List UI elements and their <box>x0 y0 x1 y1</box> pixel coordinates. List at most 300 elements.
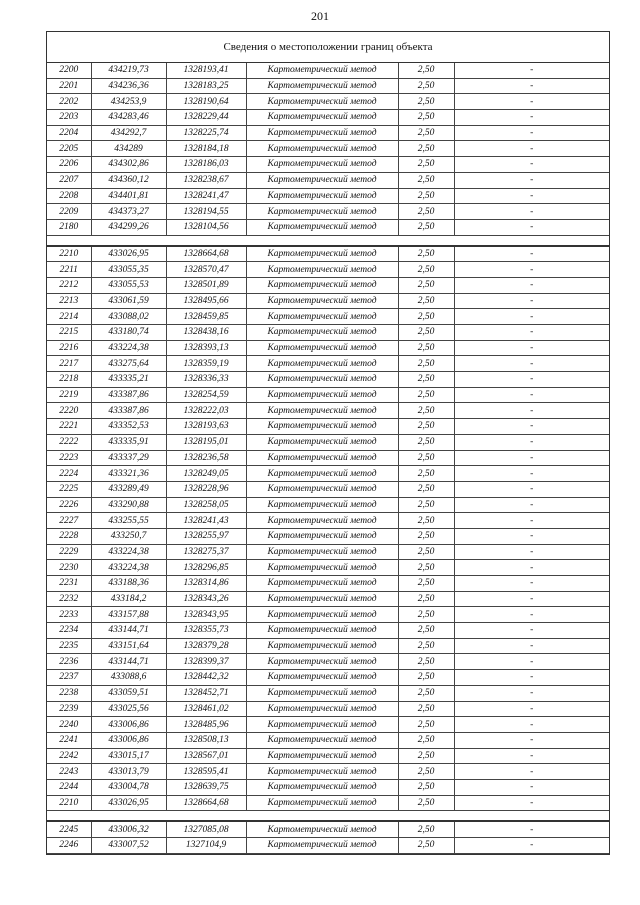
cell-point-number: 2200 <box>47 63 91 78</box>
cell-coord-x: 434283,46 <box>91 110 166 126</box>
table-row <box>47 717 609 733</box>
table-row <box>47 356 609 372</box>
table-row <box>47 219 609 235</box>
cell-description: - <box>454 125 609 141</box>
cell-point-number: 2210 <box>47 246 91 262</box>
cell-point-number: 2211 <box>47 262 91 278</box>
cell-coord-y: 1328193,63 <box>166 419 246 435</box>
cell-coord-x: 433387,86 <box>91 387 166 403</box>
cell-accuracy: 2,50 <box>398 262 454 278</box>
cell-method: Картометрический метод <box>246 607 398 623</box>
cell-coord-y: 1328314,86 <box>166 576 246 592</box>
table-row <box>47 466 609 482</box>
table-row <box>47 623 609 639</box>
cell-point-number: 2231 <box>47 576 91 592</box>
cell-description: - <box>454 607 609 623</box>
cell-point-number: 2239 <box>47 701 91 717</box>
cell-description: - <box>454 141 609 157</box>
cell-coord-x: 434236,36 <box>91 78 166 94</box>
cell-method: Картометрический метод <box>246 779 398 795</box>
cell-point-number: 2238 <box>47 685 91 701</box>
table-row <box>47 748 609 764</box>
cell-coord-y: 1328275,37 <box>166 544 246 560</box>
cell-point-number: 2245 <box>47 821 91 837</box>
cell-accuracy: 2,50 <box>398 419 454 435</box>
cell-point-number: 2223 <box>47 450 91 466</box>
cell-method: Картометрический метод <box>246 701 398 717</box>
cell-accuracy: 2,50 <box>398 764 454 780</box>
table-row <box>47 262 609 278</box>
cell-accuracy: 2,50 <box>398 219 454 235</box>
table-row <box>47 513 609 529</box>
table-row <box>47 779 609 795</box>
cell-method: Картометрический метод <box>246 466 398 482</box>
group-separator <box>47 235 609 246</box>
cell-accuracy: 2,50 <box>398 188 454 204</box>
cell-coord-x: 433026,95 <box>91 246 166 262</box>
cell-description: - <box>454 513 609 529</box>
cell-point-number: 2224 <box>47 466 91 482</box>
cell-point-number: 2240 <box>47 717 91 733</box>
cell-method: Картометрический метод <box>246 838 398 854</box>
table-row <box>47 560 609 576</box>
table-row <box>47 576 609 592</box>
cell-description: - <box>454 403 609 419</box>
cell-accuracy: 2,50 <box>398 607 454 623</box>
coordinates-table <box>47 63 609 854</box>
cell-description: - <box>454 110 609 126</box>
cell-accuracy: 2,50 <box>398 717 454 733</box>
cell-method: Картометрический метод <box>246 219 398 235</box>
table-row <box>47 670 609 686</box>
cell-coord-y: 1328184,18 <box>166 141 246 157</box>
cell-coord-x: 434292,7 <box>91 125 166 141</box>
cell-method: Картометрический метод <box>246 403 398 419</box>
cell-method: Картометрический метод <box>246 497 398 513</box>
cell-accuracy: 2,50 <box>398 157 454 173</box>
cell-point-number: 2209 <box>47 204 91 220</box>
cell-point-number: 2227 <box>47 513 91 529</box>
table-row <box>47 821 609 837</box>
cell-point-number: 2236 <box>47 654 91 670</box>
cell-accuracy: 2,50 <box>398 544 454 560</box>
cell-method: Картометрический метод <box>246 638 398 654</box>
cell-point-number: 2234 <box>47 623 91 639</box>
cell-accuracy: 2,50 <box>398 513 454 529</box>
group-separator-cell <box>47 811 609 822</box>
cell-coord-y: 1328254,59 <box>166 387 246 403</box>
cell-accuracy: 2,50 <box>398 125 454 141</box>
cell-description: - <box>454 670 609 686</box>
cell-point-number: 2218 <box>47 372 91 388</box>
group-separator <box>47 811 609 822</box>
cell-coord-y: 1328194,55 <box>166 204 246 220</box>
table-row <box>47 141 609 157</box>
cell-accuracy: 2,50 <box>398 821 454 837</box>
cell-point-number: 2228 <box>47 528 91 544</box>
cell-description: - <box>454 497 609 513</box>
cell-point-number: 2205 <box>47 141 91 157</box>
cell-point-number: 2204 <box>47 125 91 141</box>
table-row <box>47 188 609 204</box>
cell-coord-y: 1328495,66 <box>166 293 246 309</box>
table-row <box>47 544 609 560</box>
table-row <box>47 450 609 466</box>
cell-coord-x: 433335,91 <box>91 434 166 450</box>
cell-coord-y: 1328567,01 <box>166 748 246 764</box>
table-row <box>47 701 609 717</box>
cell-method: Картометрический метод <box>246 277 398 293</box>
cell-accuracy: 2,50 <box>398 466 454 482</box>
cell-point-number: 2222 <box>47 434 91 450</box>
cell-coord-y: 1328336,33 <box>166 372 246 388</box>
cell-coord-x: 433007,52 <box>91 838 166 854</box>
cell-coord-y: 1328664,68 <box>166 795 246 811</box>
cell-accuracy: 2,50 <box>398 732 454 748</box>
cell-coord-x: 433337,29 <box>91 450 166 466</box>
cell-accuracy: 2,50 <box>398 654 454 670</box>
cell-description: - <box>454 246 609 262</box>
cell-coord-y: 1328501,89 <box>166 277 246 293</box>
cell-method: Картометрический метод <box>246 141 398 157</box>
cell-coord-y: 1327104,9 <box>166 838 246 854</box>
table-row <box>47 309 609 325</box>
cell-coord-y: 1328452,71 <box>166 685 246 701</box>
cell-coord-y: 1328296,85 <box>166 560 246 576</box>
cell-point-number: 2206 <box>47 157 91 173</box>
page-number: 201 <box>311 9 329 23</box>
cell-method: Картометрический метод <box>246 544 398 560</box>
cell-method: Картометрический метод <box>246 450 398 466</box>
cell-method: Картометрический метод <box>246 63 398 78</box>
cell-coord-y: 1328379,28 <box>166 638 246 654</box>
cell-description: - <box>454 821 609 837</box>
cell-accuracy: 2,50 <box>398 701 454 717</box>
cell-coord-x: 434299,26 <box>91 219 166 235</box>
cell-coord-x: 433275,64 <box>91 356 166 372</box>
cell-point-number: 2214 <box>47 309 91 325</box>
cell-method: Картометрический метод <box>246 795 398 811</box>
cell-coord-x: 434360,12 <box>91 172 166 188</box>
cell-method: Картометрический метод <box>246 110 398 126</box>
cell-accuracy: 2,50 <box>398 110 454 126</box>
table-row <box>47 372 609 388</box>
cell-point-number: 2226 <box>47 497 91 513</box>
cell-coord-x: 433290,88 <box>91 497 166 513</box>
cell-method: Картометрический метод <box>246 560 398 576</box>
table-row <box>47 403 609 419</box>
cell-accuracy: 2,50 <box>398 325 454 341</box>
table-row <box>47 497 609 513</box>
cell-coord-x: 433224,38 <box>91 560 166 576</box>
cell-accuracy: 2,50 <box>398 434 454 450</box>
cell-method: Картометрический метод <box>246 685 398 701</box>
cell-coord-y: 1328241,47 <box>166 188 246 204</box>
cell-description: - <box>454 277 609 293</box>
table-row <box>47 654 609 670</box>
cell-accuracy: 2,50 <box>398 638 454 654</box>
cell-accuracy: 2,50 <box>398 481 454 497</box>
table-row <box>47 110 609 126</box>
cell-accuracy: 2,50 <box>398 528 454 544</box>
cell-accuracy: 2,50 <box>398 293 454 309</box>
cell-coord-x: 433006,86 <box>91 732 166 748</box>
cell-description: - <box>454 293 609 309</box>
table-row <box>47 204 609 220</box>
cell-coord-y: 1328222,03 <box>166 403 246 419</box>
cell-coord-y: 1327085,08 <box>166 821 246 837</box>
cell-coord-y: 1328195,01 <box>166 434 246 450</box>
table-row <box>47 591 609 607</box>
cell-coord-x: 433055,53 <box>91 277 166 293</box>
cell-description: - <box>454 732 609 748</box>
cell-point-number: 2219 <box>47 387 91 403</box>
cell-coord-x: 433255,55 <box>91 513 166 529</box>
cell-coord-x: 433157,88 <box>91 607 166 623</box>
cell-point-number: 2201 <box>47 78 91 94</box>
cell-point-number: 2233 <box>47 607 91 623</box>
cell-method: Картометрический метод <box>246 309 398 325</box>
cell-point-number: 2242 <box>47 748 91 764</box>
cell-description: - <box>454 528 609 544</box>
table-row <box>47 277 609 293</box>
cell-coord-y: 1328570,47 <box>166 262 246 278</box>
cell-accuracy: 2,50 <box>398 78 454 94</box>
table-row <box>47 340 609 356</box>
table-row <box>47 434 609 450</box>
cell-description: - <box>454 560 609 576</box>
cell-method: Картометрический метод <box>246 764 398 780</box>
group-separator-cell <box>47 235 609 246</box>
cell-coord-x: 433184,2 <box>91 591 166 607</box>
cell-description: - <box>454 419 609 435</box>
cell-description: - <box>454 717 609 733</box>
cell-method: Картометрический метод <box>246 325 398 341</box>
cell-coord-x: 434373,27 <box>91 204 166 220</box>
cell-description: - <box>454 764 609 780</box>
table-row <box>47 419 609 435</box>
cell-accuracy: 2,50 <box>398 204 454 220</box>
cell-coord-x: 433144,71 <box>91 654 166 670</box>
cell-description: - <box>454 838 609 854</box>
cell-description: - <box>454 219 609 235</box>
cell-coord-x: 434302,86 <box>91 157 166 173</box>
cell-method: Картометрический метод <box>246 293 398 309</box>
table-row <box>47 528 609 544</box>
cell-coord-y: 1328343,95 <box>166 607 246 623</box>
cell-point-number: 2216 <box>47 340 91 356</box>
cell-description: - <box>454 262 609 278</box>
cell-point-number: 2217 <box>47 356 91 372</box>
cell-description: - <box>454 685 609 701</box>
cell-coord-x: 433180,74 <box>91 325 166 341</box>
cell-accuracy: 2,50 <box>398 748 454 764</box>
cell-coord-y: 1328236,58 <box>166 450 246 466</box>
cell-method: Картометрический метод <box>246 172 398 188</box>
table-row <box>47 481 609 497</box>
cell-method: Картометрический метод <box>246 78 398 94</box>
cell-method: Картометрический метод <box>246 157 398 173</box>
table-row <box>47 795 609 811</box>
cell-coord-x: 434401,81 <box>91 188 166 204</box>
cell-point-number: 2235 <box>47 638 91 654</box>
cell-point-number: 2225 <box>47 481 91 497</box>
cell-coord-y: 1328190,64 <box>166 94 246 110</box>
cell-coord-y: 1328664,68 <box>166 246 246 262</box>
cell-accuracy: 2,50 <box>398 576 454 592</box>
cell-accuracy: 2,50 <box>398 623 454 639</box>
cell-coord-x: 433224,38 <box>91 340 166 356</box>
cell-coord-x: 433061,59 <box>91 293 166 309</box>
cell-method: Картометрический метод <box>246 821 398 837</box>
cell-coord-y: 1328461,02 <box>166 701 246 717</box>
cell-description: - <box>454 372 609 388</box>
cell-description: - <box>454 78 609 94</box>
cell-method: Картометрический метод <box>246 387 398 403</box>
cell-coord-x: 434219,73 <box>91 63 166 78</box>
cell-description: - <box>454 654 609 670</box>
cell-coord-x: 433026,95 <box>91 795 166 811</box>
cell-description: - <box>454 94 609 110</box>
cell-method: Картометрический метод <box>246 481 398 497</box>
table-row <box>47 685 609 701</box>
cell-accuracy: 2,50 <box>398 795 454 811</box>
cell-coord-x: 433006,32 <box>91 821 166 837</box>
cell-coord-y: 1328343,26 <box>166 591 246 607</box>
cell-description: - <box>454 544 609 560</box>
cell-point-number: 2212 <box>47 277 91 293</box>
cell-description: - <box>454 172 609 188</box>
cell-method: Картометрический метод <box>246 262 398 278</box>
cell-coord-x: 433025,56 <box>91 701 166 717</box>
cell-point-number: 2230 <box>47 560 91 576</box>
cell-accuracy: 2,50 <box>398 591 454 607</box>
cell-point-number: 2237 <box>47 670 91 686</box>
table-row <box>47 293 609 309</box>
cell-method: Картометрический метод <box>246 748 398 764</box>
cell-description: - <box>454 309 609 325</box>
cell-accuracy: 2,50 <box>398 309 454 325</box>
cell-method: Картометрический метод <box>246 732 398 748</box>
cell-description: - <box>454 387 609 403</box>
table-row <box>47 157 609 173</box>
cell-coord-y: 1328459,85 <box>166 309 246 325</box>
cell-coord-y: 1328355,73 <box>166 623 246 639</box>
cell-point-number: 2241 <box>47 732 91 748</box>
cell-coord-x: 433013,79 <box>91 764 166 780</box>
table-title: Сведения о местоположении границ объекта <box>47 32 609 63</box>
cell-description: - <box>454 748 609 764</box>
cell-coord-y: 1328186,03 <box>166 157 246 173</box>
cell-accuracy: 2,50 <box>398 172 454 188</box>
cell-method: Картометрический метод <box>246 372 398 388</box>
cell-accuracy: 2,50 <box>398 497 454 513</box>
cell-coord-x: 433224,38 <box>91 544 166 560</box>
cell-method: Картометрический метод <box>246 340 398 356</box>
cell-accuracy: 2,50 <box>398 356 454 372</box>
cell-coord-y: 1328193,41 <box>166 63 246 78</box>
cell-coord-x: 433387,86 <box>91 403 166 419</box>
cell-accuracy: 2,50 <box>398 387 454 403</box>
cell-description: - <box>454 779 609 795</box>
cell-method: Картометрический метод <box>246 434 398 450</box>
cell-coord-x: 433006,86 <box>91 717 166 733</box>
cell-point-number: 2207 <box>47 172 91 188</box>
table-row <box>47 638 609 654</box>
cell-description: - <box>454 795 609 811</box>
table-row <box>47 63 609 78</box>
cell-coord-y: 1328485,96 <box>166 717 246 733</box>
cell-coord-x: 433289,49 <box>91 481 166 497</box>
cell-point-number: 2208 <box>47 188 91 204</box>
cell-coord-x: 433004,78 <box>91 779 166 795</box>
cell-accuracy: 2,50 <box>398 94 454 110</box>
cell-coord-x: 433151,64 <box>91 638 166 654</box>
cell-method: Картометрический метод <box>246 670 398 686</box>
cell-description: - <box>454 340 609 356</box>
cell-description: - <box>454 63 609 78</box>
cell-accuracy: 2,50 <box>398 560 454 576</box>
table-row <box>47 78 609 94</box>
cell-coord-y: 1328393,13 <box>166 340 246 356</box>
cell-description: - <box>454 591 609 607</box>
cell-description: - <box>454 325 609 341</box>
cell-coord-x: 433250,7 <box>91 528 166 544</box>
cell-coord-x: 433352,53 <box>91 419 166 435</box>
cell-coord-y: 1328359,19 <box>166 356 246 372</box>
cell-description: - <box>454 356 609 372</box>
cell-description: - <box>454 157 609 173</box>
table-row <box>47 838 609 854</box>
cell-method: Картометрический метод <box>246 623 398 639</box>
cell-point-number: 2243 <box>47 764 91 780</box>
cell-coord-y: 1328104,56 <box>166 219 246 235</box>
cell-point-number: 2213 <box>47 293 91 309</box>
cell-coord-y: 1328595,41 <box>166 764 246 780</box>
cell-point-number: 2210 <box>47 795 91 811</box>
cell-accuracy: 2,50 <box>398 450 454 466</box>
table-row <box>47 764 609 780</box>
cell-description: - <box>454 204 609 220</box>
cell-point-number: 2221 <box>47 419 91 435</box>
table-row <box>47 325 609 341</box>
cell-accuracy: 2,50 <box>398 372 454 388</box>
table-row <box>47 125 609 141</box>
table-row <box>47 172 609 188</box>
cell-method: Картометрический метод <box>246 246 398 262</box>
cell-description: - <box>454 623 609 639</box>
cell-coord-x: 433144,71 <box>91 623 166 639</box>
cell-description: - <box>454 576 609 592</box>
cell-description: - <box>454 434 609 450</box>
cell-method: Картометрический метод <box>246 591 398 607</box>
cell-description: - <box>454 188 609 204</box>
cell-coord-y: 1328399,37 <box>166 654 246 670</box>
cell-coord-y: 1328228,96 <box>166 481 246 497</box>
cell-accuracy: 2,50 <box>398 685 454 701</box>
cell-method: Картометрический метод <box>246 528 398 544</box>
cell-point-number: 2202 <box>47 94 91 110</box>
table-row <box>47 94 609 110</box>
cell-coord-x: 433015,17 <box>91 748 166 764</box>
cell-method: Картометрический метод <box>246 356 398 372</box>
cell-coord-y: 1328229,44 <box>166 110 246 126</box>
cell-point-number: 2203 <box>47 110 91 126</box>
cell-coord-y: 1328238,67 <box>166 172 246 188</box>
cell-coord-x: 433055,35 <box>91 262 166 278</box>
table-row <box>47 387 609 403</box>
cell-point-number: 2244 <box>47 779 91 795</box>
